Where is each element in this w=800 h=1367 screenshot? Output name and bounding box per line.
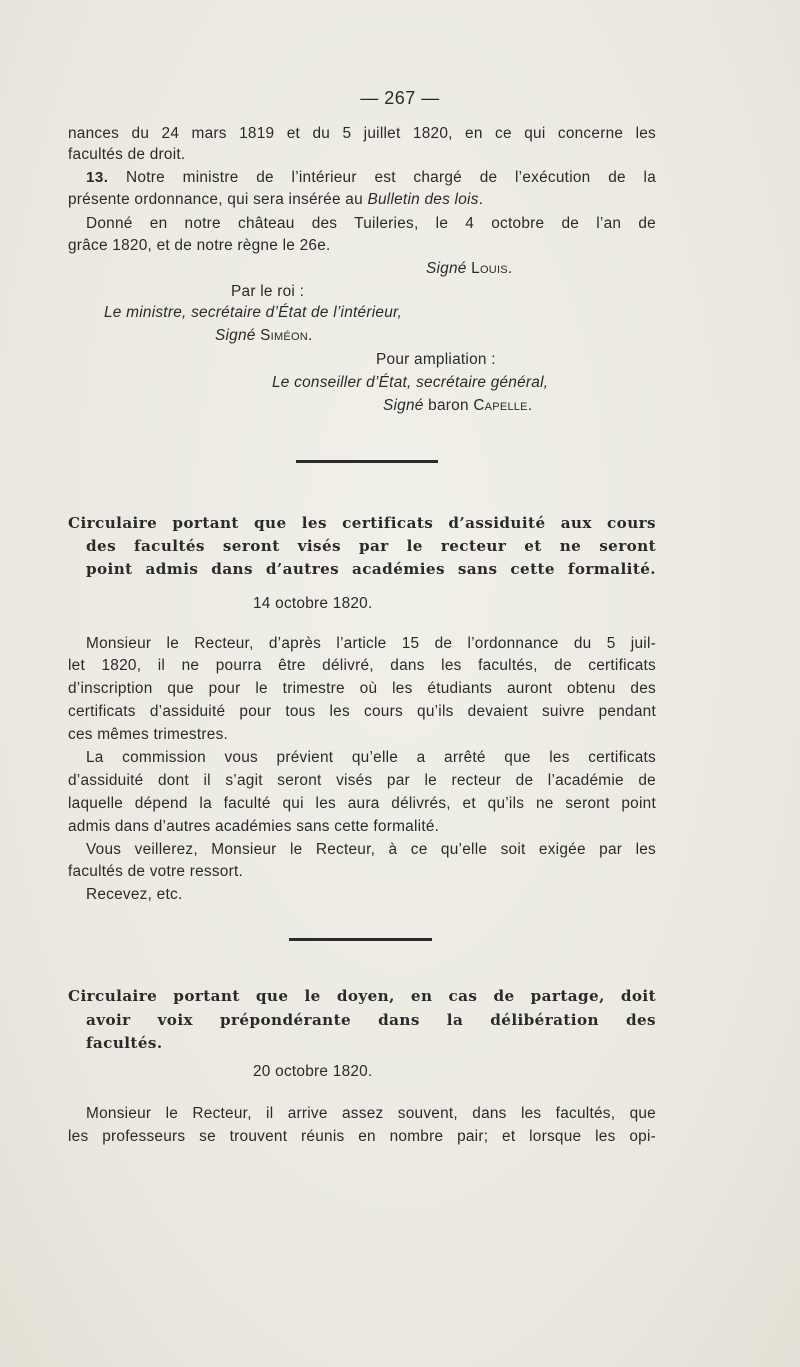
- text-line: d’assiduité dont il s’agit seront visés par le recteur de l’académie de: [68, 772, 656, 789]
- article-13-line: présente ordonnance, qui sera insérée au Bulletin des lois.: [68, 191, 484, 208]
- text-line: Monsieur le Recteur, il arrive assez souvent, dans les facultés, que: [86, 1105, 656, 1122]
- circular-2-title: Circulaire portant que le doyen, en cas de partage, doit: [68, 987, 656, 1005]
- circular-1-date: 14 octobre 1820.: [253, 595, 373, 612]
- section-divider: [289, 938, 432, 941]
- text-line: laquelle dépend la faculté qui les aura délivrés, et qu’ils ne seront point: [68, 795, 656, 812]
- par-le-roi: Par le roi :: [231, 283, 305, 300]
- page-number: — 267 —: [360, 88, 440, 108]
- text-line: Vous veillerez, Monsieur le Recteur, à ce qu’elle soit exigée par les: [86, 841, 656, 858]
- text-line: admis dans d’autres académies sans cette formalité.: [68, 818, 440, 835]
- circular-1-title: des facultés seront visés par le recteur et ne seront: [86, 537, 656, 555]
- text-line: Recevez, etc.: [86, 886, 183, 903]
- circular-2-date: 20 octobre 1820.: [253, 1063, 373, 1080]
- text-line: Donné en notre château des Tuileries, le 4 octobre de l’an de: [86, 215, 656, 232]
- text-line: nances du 24 mars 1819 et du 5 juillet 1820, en ce qui concerne les: [68, 125, 656, 142]
- section-divider: [296, 460, 438, 463]
- text-line: d’inscription que pour le trimestre où les étudiants auront obtenu des: [68, 680, 656, 697]
- article-number: 13.: [86, 169, 109, 186]
- text-line: facultés de votre ressort.: [68, 863, 244, 880]
- pour-ampliation: Pour ampliation :: [376, 351, 496, 368]
- text-line: La commission vous prévient qu’elle a arrêté que les certificats: [86, 749, 656, 766]
- signature-simeon: Signé Siméon.: [215, 327, 313, 344]
- circular-2-title: avoir voix prépondérante dans la délibération des: [86, 1011, 656, 1029]
- circular-1-title: point admis dans d’autres académies sans cette formalité.: [86, 560, 656, 578]
- text-line: Monsieur le Recteur, d’après l’article 15 de l’ordonnance du 5 juil-: [86, 635, 656, 652]
- signature-capelle: Signé baron Capelle.: [383, 397, 533, 414]
- text-line: facultés de droit.: [68, 146, 186, 163]
- text-line: ces mêmes trimestres.: [68, 726, 229, 743]
- circular-1-title: Circulaire portant que les certificats d’assiduité aux cours: [68, 514, 656, 532]
- article-13-line: 13. Notre ministre de l’intérieur est chargé de l’exécution de la: [86, 169, 656, 186]
- text-line: certificats d’assiduité pour tous les cours qu’ils devaient suivre pendant: [68, 703, 656, 720]
- text-line: let 1820, il ne pourra être délivré, dans les facultés, de certificats: [68, 657, 656, 674]
- text-line: grâce 1820, et de notre règne le 26e.: [68, 237, 331, 254]
- circular-2-title: facultés.: [86, 1034, 163, 1052]
- text-line: les professeurs se trouvent réunis en nombre pair; et lorsque les opi-: [68, 1128, 656, 1145]
- conseiller-title: Le conseiller d’État, secrétaire général,: [272, 374, 549, 391]
- signature-louis: Signé Louis.: [426, 260, 513, 277]
- minister-title: Le ministre, secrétaire d’État de l’intérieur,: [104, 304, 403, 321]
